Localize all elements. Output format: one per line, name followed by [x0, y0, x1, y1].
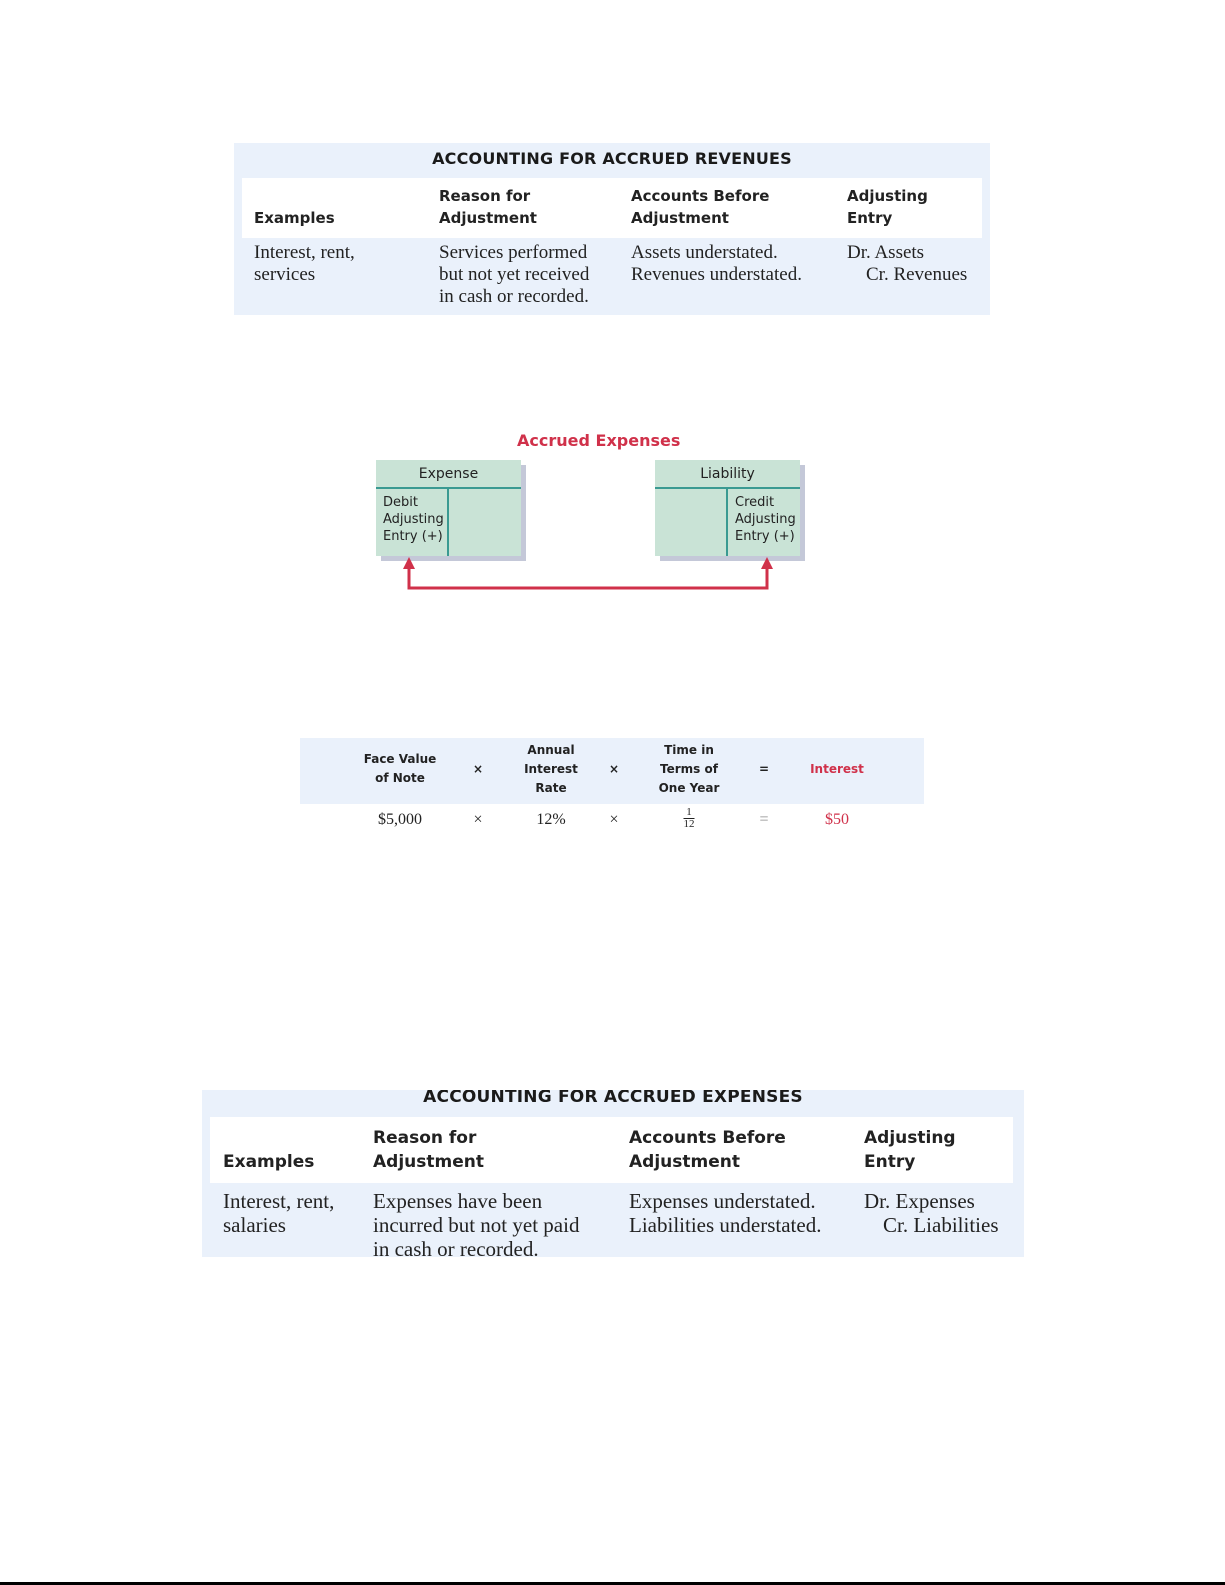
header-time: Time in Terms of One Year [658, 743, 720, 795]
cell-reason: Expenses have been incurred but not yet paid in cash or recorded. [373, 1189, 580, 1257]
arrowhead-right-icon [761, 557, 773, 569]
accrued-revenues-table [234, 143, 990, 315]
value-interest: $50 [825, 811, 849, 828]
liability-account-name: Liability [700, 466, 755, 482]
value-times-1: × [473, 811, 483, 828]
header-face-value: Face Value of Note [363, 752, 437, 785]
expense-t-account [376, 460, 521, 556]
header-accounts: Accounts Before Adjustment [629, 1128, 786, 1172]
cell-accounts: Expenses understated. Liabilities understated. [629, 1189, 822, 1237]
table-title: ACCOUNTING FOR ACCRUED EXPENSES [423, 1090, 803, 1107]
value-face-value: $5,000 [378, 811, 422, 828]
expense-debit-label: Debit Adjusting Entry (+) [383, 495, 444, 544]
value-times-2: × [609, 811, 619, 828]
header-entry: Adjusting Entry [864, 1128, 956, 1172]
t-account-divider [447, 489, 449, 556]
accrued-expenses-table [202, 1090, 1024, 1257]
header-times-1: × [472, 762, 484, 776]
cell-entry: Dr. Assets Cr. Revenues [847, 242, 968, 285]
expense-account-name: Expense [418, 466, 479, 482]
liability-credit-label: Credit Adjusting Entry (+) [735, 495, 796, 544]
header-reason: Reason for Adjustment [373, 1128, 484, 1172]
diagram-title: Accrued Expenses [517, 431, 681, 450]
header-entry: Adjusting Entry [847, 187, 928, 227]
header-reason: Reason for Adjustment [439, 187, 537, 227]
header-accounts: Accounts Before Adjustment [631, 187, 770, 227]
liability-t-account [655, 460, 800, 556]
connector-line [409, 567, 767, 588]
cell-entry: Dr. Expenses Cr. Liabilities [864, 1189, 999, 1237]
arrowhead-left-icon [403, 557, 415, 569]
cell-reason: Services performed but not yet received in cash or recorded. [439, 242, 590, 307]
header-equals: = [758, 762, 770, 776]
header-times-2: × [608, 762, 620, 776]
connecting-arrows [395, 555, 785, 595]
header-interest: Interest [810, 762, 864, 776]
cell-examples: Interest, rent, salaries [223, 1189, 335, 1237]
table-title: ACCOUNTING FOR ACCRUED REVENUES [432, 149, 792, 168]
value-rate: 12% [536, 811, 566, 828]
value-equals: = [759, 811, 769, 828]
header-examples: Examples [223, 1152, 315, 1172]
header-rate: Annual Interest Rate [524, 743, 578, 795]
cell-accounts: Assets understated. Revenues understated. [631, 242, 802, 285]
t-account-divider [726, 489, 728, 556]
header-examples: Examples [254, 209, 335, 227]
cell-examples: Interest, rent, services [254, 242, 355, 285]
value-time-fraction: $\frac{1}{12}$ [683, 806, 695, 830]
